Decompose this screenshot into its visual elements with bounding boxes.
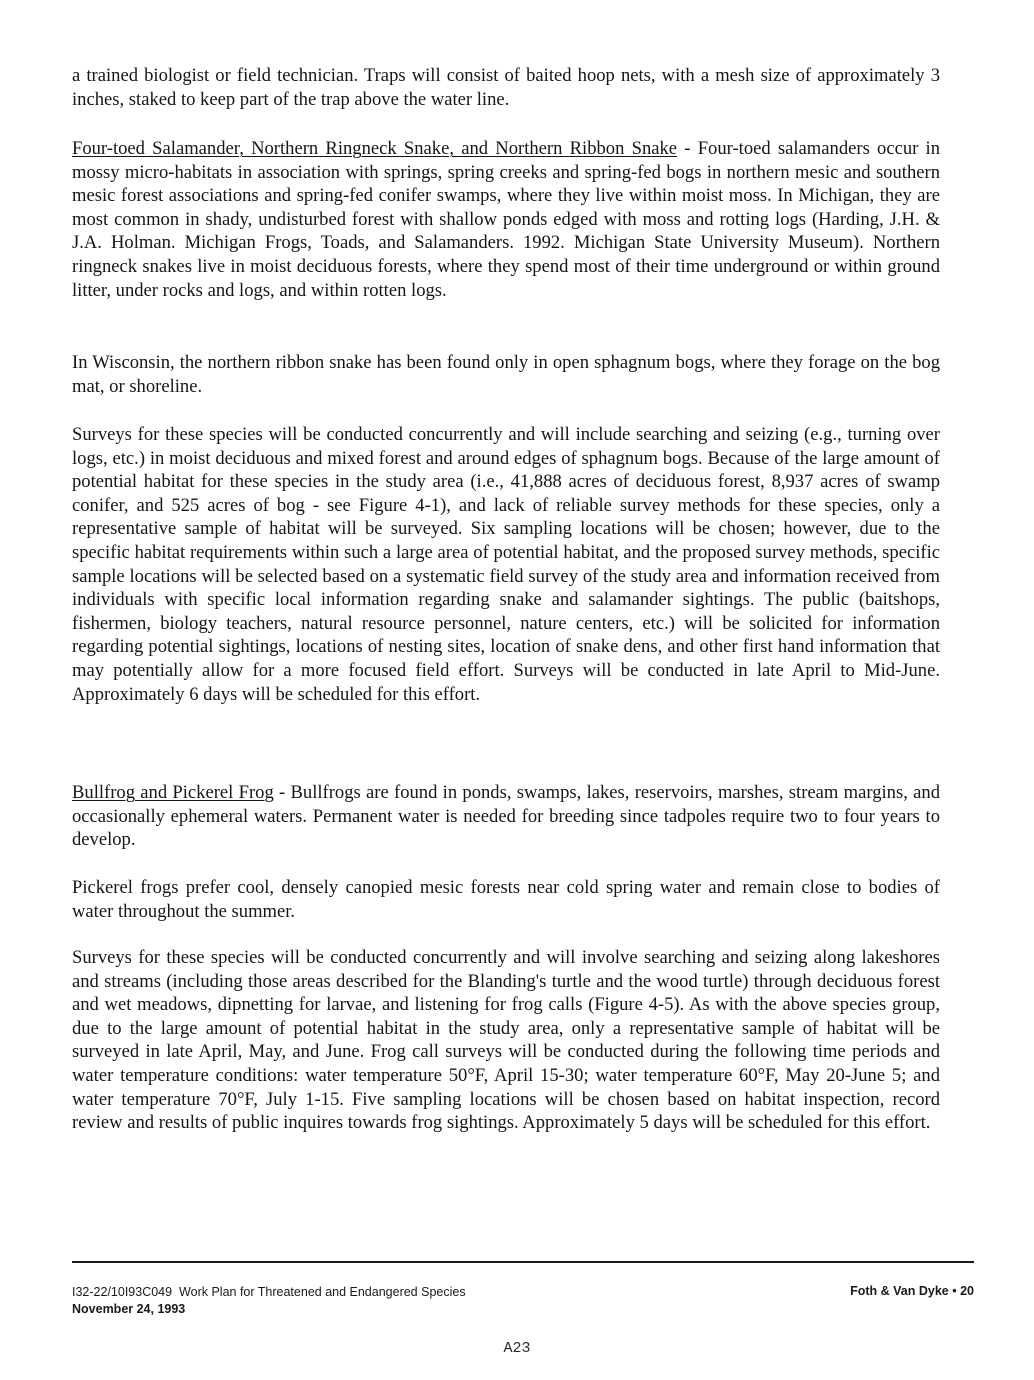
- footer-page-info: [850, 1284, 974, 1298]
- section-heading-bullfrog-pickerel-frog: Bullfrog and Pickerel Frog: [72, 782, 274, 803]
- paragraph-bullfrog-text: - Bullfrogs are found in ponds, swamps, lakes, reservoirs, marshes, stream margins, and occasionally ephemeral waters. Permanent water is needed for breeding since tadpoles require two to four years to develop.: [72, 782, 940, 851]
- paragraph-bullfrog-pickerel-frog: [72, 781, 940, 852]
- paragraph-frog-surveys: Surveys for these species will be conducted concurrently and will involve searching and seizing along lakeshores and streams (including those areas described for the Blanding's turtle and the wood turtle) through deciduous forest and wet meadows, dipnetting for larvae, and listening for frog calls (Figure 4-5). As with the above species group, due to the large amount of potential habitat in the study area, only a representative sample of habitat will be surveyed in late April, May, and June. Frog call surveys will be conducted during the following time periods and water temperature conditions: water temperature 50°F, April 15-30; water temperature 60°F, May 20-June 5; and water temperature 70°F, July 1-15. Five sampling locations will be chosen based on habitat inspection, record review and results of public inquires towards frog sightings. Approximately 5 days will be scheduled for this effort.: [72, 947, 940, 1134]
- footer-doc-line: [72, 1284, 466, 1301]
- footer-firm-name: Foth & Van Dyke: [850, 1284, 949, 1298]
- paragraph-salamander-snakes-text: - Four-toed salamanders occur in mossy micro-habitats in association with springs, spring creeks and spring-fed bogs in northern mesic and southern mesic forest associations and spring-fed conifer swamps, where they live within moist moss. In Michigan, they are most common in shady, undisturbed forest with shallow ponds edged with moss and rotting logs (Harding, J.H. & J.A. Holman. Michigan Frogs, Toads, and Salamanders. 1992. Michigan State University Museum). Northern ringneck snakes live in moist deciduous forests, where they spend most of their time underground or within ground litter, under rocks and logs, and within rotten logs.: [72, 138, 941, 301]
- appendix-page-label: A23: [503, 1340, 531, 1357]
- paragraph-pickerel-frog-habitat: Pickerel frogs prefer cool, densely canopied mesic forests near cold spring water and remain close to bodies of water throughout the summer.: [72, 877, 940, 922]
- paragraph-trap-method: a trained biologist or field technician. Traps will consist of baited hoop nets, with a mesh size of approximately 3 inches, staked to keep part of the trap above the water line.: [72, 65, 940, 110]
- footer-doc-id: I32-22/10I93C049: [72, 1285, 173, 1299]
- footer-doc-title: Work Plan for Threatened and Endangered Species: [179, 1285, 466, 1299]
- section-heading-salamander-snakes: Four-toed Salamander, Northern Ringneck Snake, and Northern Ribbon Snake: [72, 138, 678, 159]
- paragraph-ribbon-snake-wisconsin: In Wisconsin, the northern ribbon snake has been found only in open sphagnum bogs, where they forage on the bog mat, or shoreline.: [72, 352, 940, 397]
- footer-document-info: [72, 1284, 466, 1318]
- footer-bullet: •: [952, 1284, 957, 1298]
- footer-page-number: 20: [960, 1284, 974, 1298]
- footer-date: November 24, 1993: [72, 1302, 186, 1316]
- paragraph-salamander-snake-surveys: Surveys for these species will be conducted concurrently and will include searching and seizing (e.g., turning over logs, etc.) in moist deciduous and mixed forest and around edges of sphagnum bogs. Because of the large amount of potential habitat for these species in the study area (i.e., 41,888 acres of deciduous forest, 8,937 acres of swamp conifer, and 525 acres of bog - see Figure 4-1), and lack of reliable survey methods for these species, only a representative sample of habitat will be surveyed. Six sampling locations will be chosen; however, due to the specific habitat requirements within such a large area of potential habitat, and the proposed survey methods, specific sample locations will be selected based on a systematic field survey of the study area and information received from individuals with specific local information regarding snake and salamander sightings. The public (baitshops, fishermen, biology teachers, natural resource personnel, nature centers, etc.) will be solicited for information regarding potential sightings, locations of nesting sites, location of snake dens, and other first hand information that may potentially allow for a more focused field effort. Surveys will be conducted in late April to Mid-June. Approximately 6 days will be scheduled for this effort.: [72, 424, 940, 705]
- paragraph-salamander-snakes: [72, 137, 940, 302]
- footer-divider: [72, 1261, 974, 1263]
